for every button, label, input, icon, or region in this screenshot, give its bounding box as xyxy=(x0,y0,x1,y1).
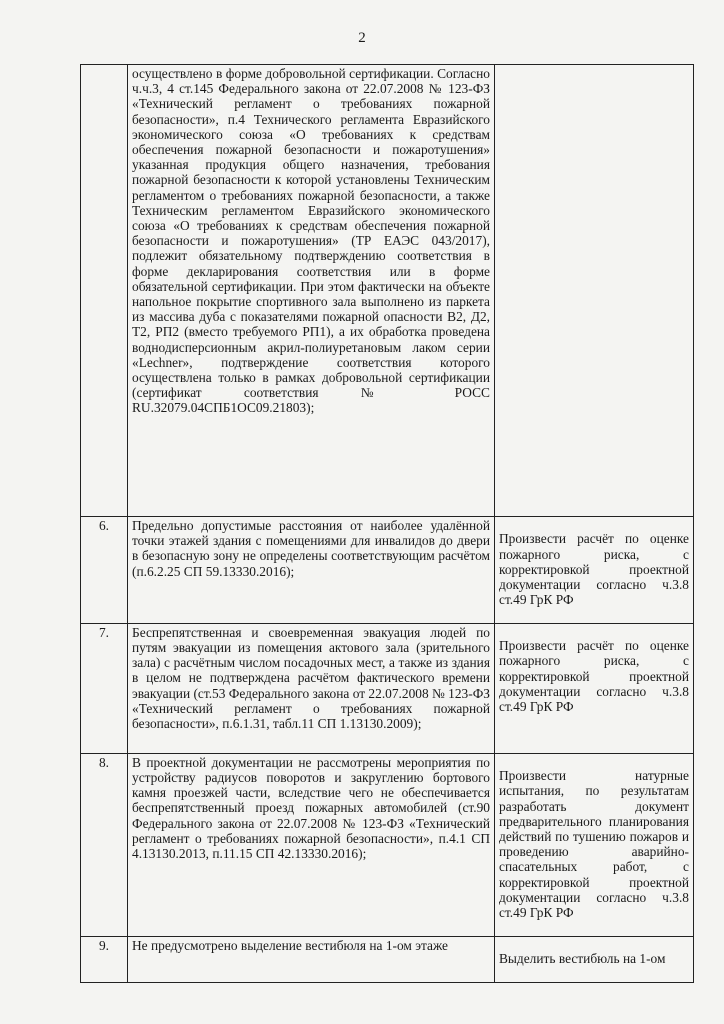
finding-text xyxy=(128,623,495,753)
row-number: 6. xyxy=(81,517,128,624)
finding-text xyxy=(128,517,495,624)
table-row xyxy=(81,753,694,936)
finding-text xyxy=(128,753,495,936)
row-number: 9. xyxy=(81,936,128,982)
finding-paragraph: В проектной документации не рассмотрены мероприятия по устройству радиусов поворотов и закруглению бортового камня проезжей части, вследствие чего не обеспечивается беспрепятственный проезд пожарных автомобилей (ст.90 Федерального закона от 22.07.2008 № 123-ФЗ «Технический регламент о требованиях пожарной безопасности», п.4.1 СП 4.13130.2013, п.11.15 СП 42.13330.2016); xyxy=(132,754,490,862)
findings-table xyxy=(80,64,694,983)
action-paragraph: Произвести натурные испытания, по результатам разработать документ предварительного планирования действий по тушению пожаров и проведению аварийно-спасательных работ, с корректировкой проектной документации согласно ч.3.8 ст.49 ГрК РФ xyxy=(499,768,689,921)
row-number xyxy=(81,65,128,517)
finding-paragraph: Беспрепятственная и своевременная эвакуация людей по путям эвакуации из помещения актового зала (зрительного зала) с расчётным числом посадочных мест, а также из здания в целом не подтверждена расчётом фактического времени эвакуации (ст.53 Федерального закона от 22.07.2008 № 123-ФЗ «Технический регламент о требованиях пожарной безопасности», п.6.1.31, табл.11 СП 1.13130.2009); xyxy=(132,624,490,732)
required-action xyxy=(495,936,694,982)
action-paragraph: Произвести расчёт по оценке пожарного риска, с корректировкой проектной документации согласно ч.3.8 ст.49 ГрК РФ xyxy=(499,531,689,608)
page-number: 2 xyxy=(358,30,366,46)
row-number: 7. xyxy=(81,623,128,753)
table-row xyxy=(81,65,694,517)
required-action xyxy=(495,65,694,517)
required-action xyxy=(495,753,694,936)
finding-paragraph: осуществлено в форме добровольной сертификации. Согласно ч.ч.3, 4 ст.145 Федерального закона от 22.07.2008 № 123-ФЗ «Технический регламент о требованиях пожарной безопасности», п.4 Технического регламента Евразийского экономического союза «О требованиях к средствам обеспечения пожарной безопасности и пожаротушения» указанная продукция общего назначения, требования пожарной безопасности к которой установлены Техническим регламентом о требованиях пожарной безопасности, а также Техническим регламентом Евразийского экономического союза «О требованиях к средствам обеспечения пожарной безопасности и пожаротушения» (ТР ЕАЭС 043/2017), подлежит обязательному подтверждению соответствия в форме декларирования соответствия или в форме обязательной сертификации. При этом фактически на объекте напольное покрытие спортивного зала выполнено из паркета из массива дуба с показателями пожарной опасности В2, Д2, Т2, РП2 (вместо требуемого РП1), а их обработка проведена воднодисперсионным акрил-полиуретановым лаком серии «Lechner», подтверждение соответствия которого осуществлена только в рамках добровольной сертификации (сертификат соответствия № РОСС RU.32079.04СПБ1ОС09.21803); xyxy=(132,66,490,416)
table-row xyxy=(81,936,694,982)
action-paragraph: Выделить вестибюль на 1-ом xyxy=(499,951,666,966)
finding-text xyxy=(128,936,495,982)
finding-paragraph: Не предусмотрено выделение вестибюля на 1-ом этаже xyxy=(132,937,448,953)
action-paragraph: Произвести расчёт по оценке пожарного риска, с корректировкой проектной документации согласно ч.3.8 ст.49 ГрК РФ xyxy=(499,638,689,714)
finding-text xyxy=(128,65,495,517)
table-row xyxy=(81,623,694,753)
table-row xyxy=(81,517,694,624)
required-action xyxy=(495,623,694,753)
row-number: 8. xyxy=(81,753,128,936)
finding-paragraph: Предельно допустимые расстояния от наиболее удалённой точки этажей здания с помещениями для инвалидов до двери в безопасную зону не определены соответствующим расчётом (п.6.2.25 СП 59.13330.2016); xyxy=(132,518,490,579)
required-action xyxy=(495,517,694,624)
